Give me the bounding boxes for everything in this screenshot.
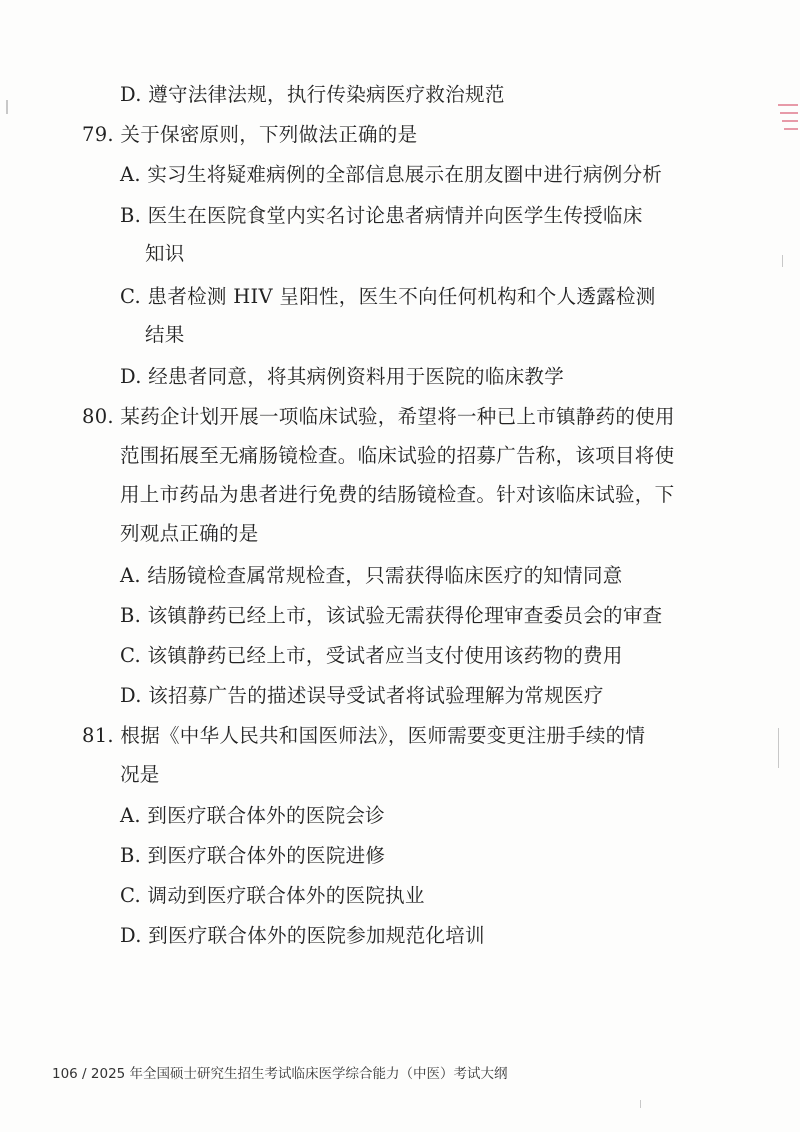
answer-option: C. 患者检测 HIV 呈阳性，医生不向任何机构和个人透露检测 xyxy=(120,285,656,308)
text-line: 结果 xyxy=(145,323,185,346)
page-footer: 106 / 2025 年全国硕士研究生招生考试临床医学综合能力（中医）考试大纲 xyxy=(52,1066,508,1082)
text-line: 用上市药品为患者进行免费的结肠镜检查。针对该临床试验，下 xyxy=(120,483,675,506)
answer-option: D. 经患者同意，将其病例资料用于医院的临床教学 xyxy=(120,365,565,388)
text-line: 知识 xyxy=(145,242,185,265)
text-line: 况是 xyxy=(120,763,160,786)
question-stem: 80. 某药企计划开展一项临床试验，希望将一种已上市镇静药的使用 xyxy=(82,405,675,428)
margin-mark xyxy=(784,128,798,130)
margin-tick xyxy=(782,255,783,267)
answer-option: D. 该招募广告的描述误导受试者将试验理解为常规医疗 xyxy=(120,684,604,707)
margin-tick xyxy=(640,1100,641,1108)
question-stem: 81. 根据《中华人民共和国医师法》，医师需要变更注册手续的情 xyxy=(82,724,646,747)
answer-option: A. 实习生将疑难病例的全部信息展示在朋友圈中进行病例分析 xyxy=(120,163,663,186)
answer-option: C. 该镇静药已经上市，受试者应当支付使用该药物的费用 xyxy=(120,644,623,667)
question-stem: 79. 关于保密原则，下列做法正确的是 xyxy=(82,123,418,146)
margin-mark xyxy=(782,120,798,122)
text-line: 范围拓展至无痛肠镜检查。临床试验的招募广告称，该项目将使 xyxy=(120,444,675,467)
text-line: 列观点正确的是 xyxy=(120,522,259,545)
answer-option: B. 到医疗联合体外的医院进修 xyxy=(120,844,386,867)
answer-option: A. 到医疗联合体外的医院会诊 xyxy=(120,804,385,827)
margin-tick xyxy=(778,728,779,768)
answer-option: D. 遵守法律法规，执行传染病医疗救治规范 xyxy=(120,83,505,106)
answer-option: C. 调动到医疗联合体外的医院执业 xyxy=(120,884,425,907)
answer-option: B. 医生在医院食堂内实名讨论患者病情并向医学生传授临床 xyxy=(120,204,643,227)
answer-option: D. 到医疗联合体外的医院参加规范化培训 xyxy=(120,924,485,947)
margin-tick xyxy=(6,100,8,114)
margin-mark xyxy=(780,112,798,114)
answer-option: B. 该镇静药已经上市，该试验无需获得伦理审查委员会的审查 xyxy=(120,604,663,627)
answer-option: A. 结肠镜检查属常规检查，只需获得临床医疗的知情同意 xyxy=(120,564,623,587)
margin-mark xyxy=(778,104,798,106)
